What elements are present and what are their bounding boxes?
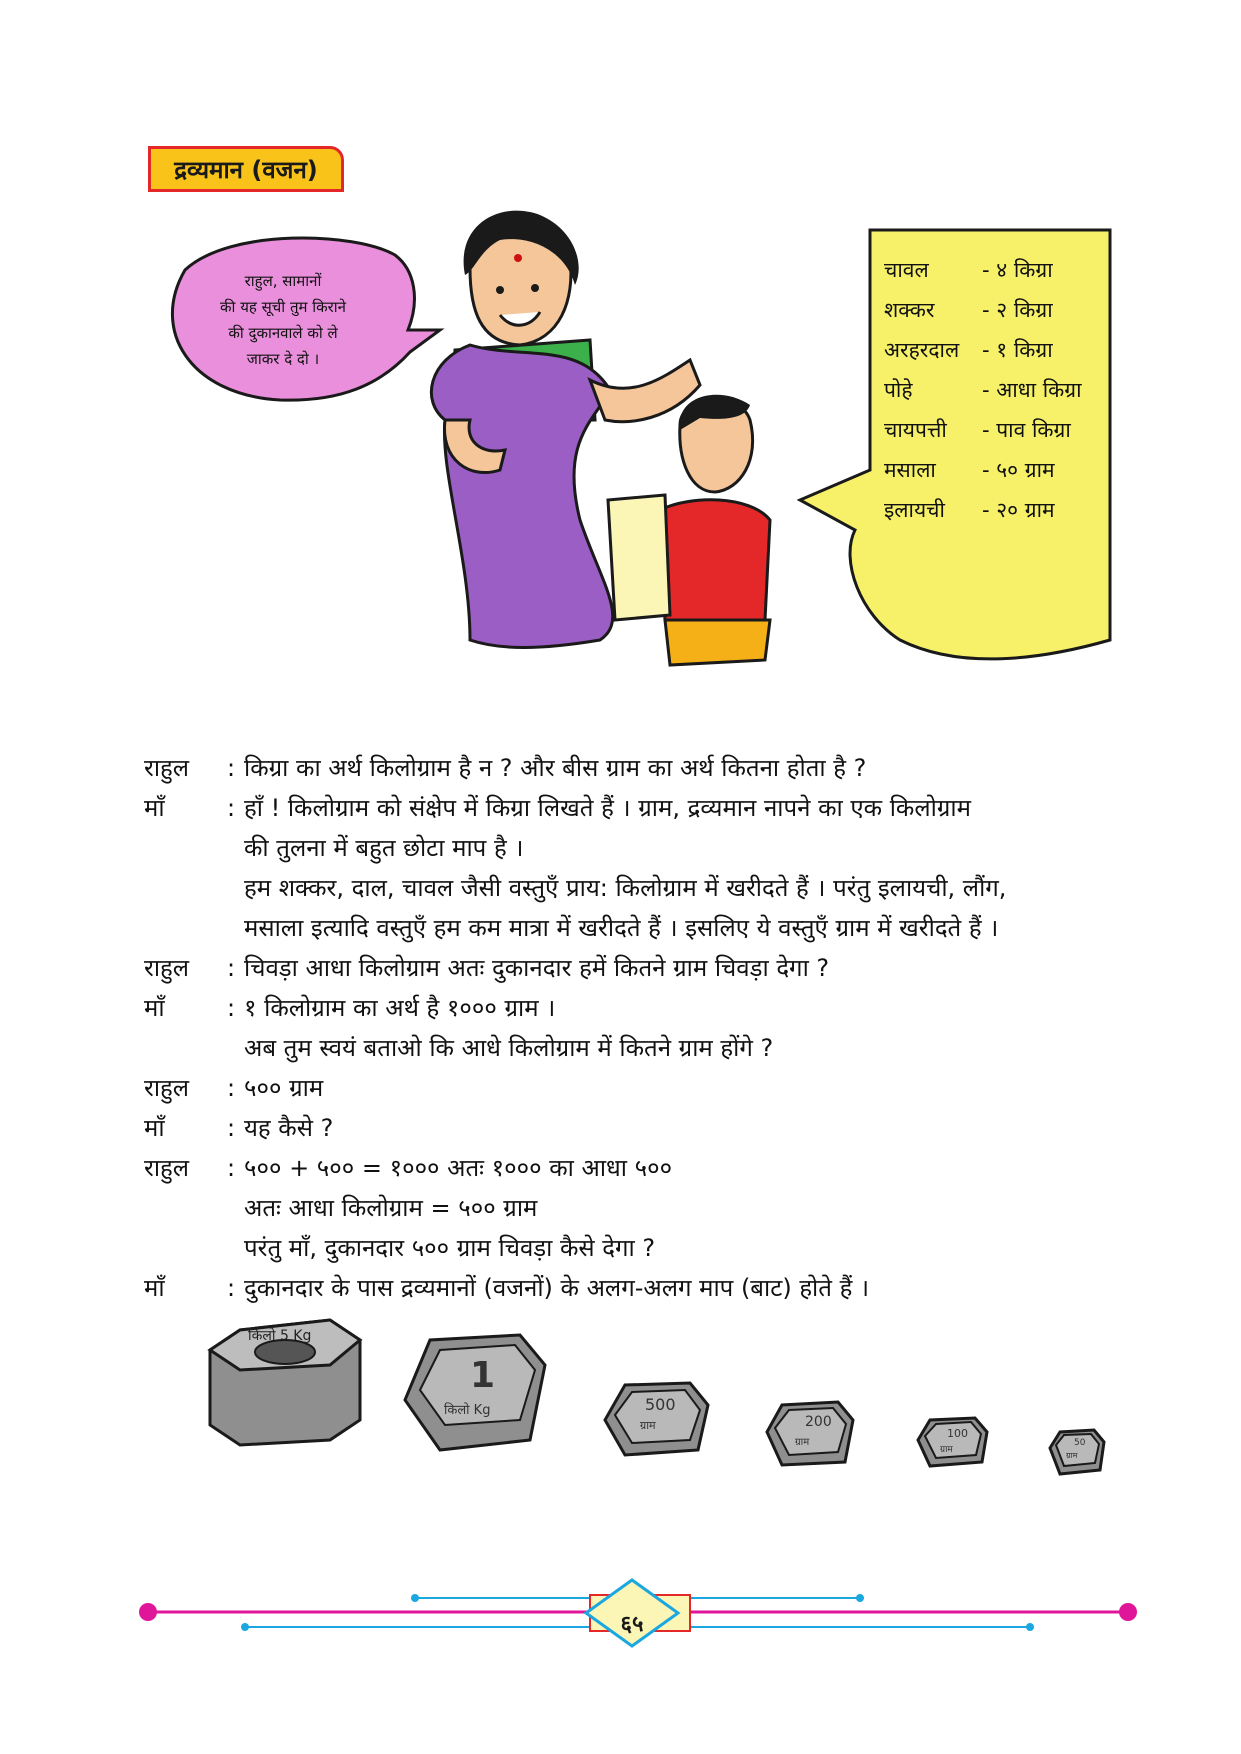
weight-500g-sub: ग्राम xyxy=(640,1419,656,1432)
list-item-name: इलायची xyxy=(884,498,945,522)
speaker xyxy=(144,828,218,868)
dialogue-line xyxy=(144,748,1144,788)
dialogue-line xyxy=(144,868,1144,908)
speaker: माँ xyxy=(144,1274,165,1302)
dialogue xyxy=(144,748,1144,1308)
weight-500g xyxy=(605,1383,708,1455)
colon xyxy=(218,1188,244,1228)
dialogue-line xyxy=(144,1228,1144,1268)
dialogue-line xyxy=(144,908,1144,948)
page-number: ६५ xyxy=(620,1612,644,1637)
list-item xyxy=(884,450,1082,490)
dialogue-text: यह कैसे ? xyxy=(244,1114,334,1142)
dialogue-text: अब तुम स्वयं बताओ कि आधे किलोग्राम में कितने ग्राम होंगे ? xyxy=(244,1034,774,1062)
list-item-qty: - आधा किग्रा xyxy=(982,378,1082,402)
weight-200g-label: 200 xyxy=(805,1414,832,1430)
speaker: राहुल xyxy=(144,954,190,982)
list-item-qty: - पाव किग्रा xyxy=(982,418,1071,442)
list-item-name: मसाला xyxy=(884,458,936,482)
colon: : xyxy=(226,1154,236,1182)
dialogue-text: मसाला इत्यादि वस्तुएँ हम कम मात्रा में खरीदते हैं । इसलिए ये वस्तुएँ ग्राम में खरीदते हैं । xyxy=(244,914,999,942)
bubble-line: जाकर दे दो । xyxy=(246,350,320,368)
bubble-line: की यह सूची तुम किराने xyxy=(220,298,346,316)
colon xyxy=(218,868,244,908)
list-item-name: शक्कर xyxy=(884,298,935,322)
dialogue-text: किग्रा का अर्थ किलोग्राम है न ? और बीस ग्राम का अर्थ कितना होता है ? xyxy=(244,754,867,782)
dialogue-line xyxy=(144,948,1144,988)
weight-5kg-label: किलो 5 Kg xyxy=(248,1328,312,1344)
weight-1kg-label: 1 xyxy=(470,1355,496,1396)
dialogue-text: ५०० + ५०० = १००० अतः १००० का आधा ५०० xyxy=(244,1154,673,1182)
list-item-qty: - ४ किग्रा xyxy=(982,258,1053,282)
dialogue-line xyxy=(144,1108,1144,1148)
speaker xyxy=(144,1028,218,1068)
list-item xyxy=(884,370,1082,410)
colon xyxy=(218,908,244,948)
list-item xyxy=(884,290,1082,330)
bubble-line: की दुकानवाले को ले xyxy=(228,324,338,342)
weight-100g-sub: ग्राम xyxy=(940,1445,953,1455)
speaker: माँ xyxy=(144,994,165,1022)
dialogue-text: १ किलोग्राम का अर्थ है १००० ग्राम । xyxy=(244,994,556,1022)
dialogue-line xyxy=(144,1188,1144,1228)
colon: : xyxy=(226,754,236,782)
list-item xyxy=(884,250,1082,290)
section-title: द्रव्यमान (वजन) xyxy=(148,146,344,192)
speaker: माँ xyxy=(144,794,165,822)
list-item-name: चावल xyxy=(884,258,929,282)
weight-50g-sub: ग्राम xyxy=(1066,1451,1078,1460)
speaker: राहुल xyxy=(144,1074,190,1102)
dialogue-line xyxy=(144,828,1144,868)
colon xyxy=(218,828,244,868)
colon: : xyxy=(226,954,236,982)
colon xyxy=(218,1028,244,1068)
colon xyxy=(218,1228,244,1268)
dialogue-line xyxy=(144,988,1144,1028)
list-item xyxy=(884,410,1082,450)
weight-500g-label: 500 xyxy=(645,1395,676,1414)
dialogue-text: हाँ ! किलोग्राम को संक्षेप में किग्रा लिखते हैं । ग्राम, द्रव्यमान नापने का एक किलोग्राम xyxy=(244,794,971,822)
speaker: राहुल xyxy=(144,1154,190,1182)
speech-bubble-text xyxy=(178,268,388,372)
dialogue-text: की तुलना में बहुत छोटा माप है । xyxy=(244,834,524,862)
colon: : xyxy=(226,794,236,822)
speaker xyxy=(144,1188,218,1228)
weight-200g-sub: ग्राम xyxy=(795,1437,810,1448)
colon: : xyxy=(226,1074,236,1102)
colon: : xyxy=(226,1114,236,1142)
speaker xyxy=(144,868,218,908)
list-item-name: चायपत्ती xyxy=(884,418,947,442)
list-item-qty: - २० ग्राम xyxy=(982,498,1055,522)
dialogue-line xyxy=(144,1028,1144,1068)
weight-1kg-sub: किलो Kg xyxy=(444,1403,491,1418)
dialogue-line xyxy=(144,1268,1144,1308)
speaker: माँ xyxy=(144,1114,165,1142)
dialogue-text: अतः आधा किलोग्राम = ५०० ग्राम xyxy=(244,1194,538,1222)
speaker xyxy=(144,908,218,948)
boy-figure xyxy=(608,395,770,665)
list-item-name: अरहरदाल xyxy=(884,338,960,362)
list-item xyxy=(884,330,1082,370)
speaker: राहुल xyxy=(144,754,190,782)
dialogue-text: चिवड़ा आधा किलोग्राम अतः दुकानदार हमें कितने ग्राम चिवड़ा देगा ? xyxy=(244,954,830,982)
weight-50g-label: 50 xyxy=(1074,1438,1086,1448)
list-item-name: पोहे xyxy=(884,378,913,402)
dialogue-text: परंतु माँ, दुकानदार ५०० ग्राम चिवड़ा कैसे देगा ? xyxy=(244,1234,656,1262)
list-item-qty: - १ किग्रा xyxy=(982,338,1053,362)
dialogue-line xyxy=(144,788,1144,828)
dialogue-line xyxy=(144,1148,1144,1188)
weight-100g-label: 100 xyxy=(947,1427,968,1440)
list-item xyxy=(884,490,1082,530)
colon: : xyxy=(226,1274,236,1302)
list-item-qty: - २ किग्रा xyxy=(982,298,1053,322)
shopping-list xyxy=(884,250,1082,530)
speaker xyxy=(144,1228,218,1268)
dialogue-text: हम शक्कर, दाल, चावल जैसी वस्तुएँ प्राय: किलोग्राम में खरीदते हैं । परंतु इलायची, लौंग, xyxy=(244,874,1007,902)
list-item-qty: - ५० ग्राम xyxy=(982,458,1055,482)
colon: : xyxy=(226,994,236,1022)
dialogue-line xyxy=(144,1068,1144,1108)
bubble-line: राहुल, सामानों xyxy=(244,272,322,290)
dialogue-text: दुकानदार के पास द्रव्यमानों (वजनों) के अलग-अलग माप (बाट) होते हैं । xyxy=(244,1274,870,1302)
weight-200g xyxy=(767,1402,853,1465)
dialogue-text: ५०० ग्राम xyxy=(244,1074,324,1102)
